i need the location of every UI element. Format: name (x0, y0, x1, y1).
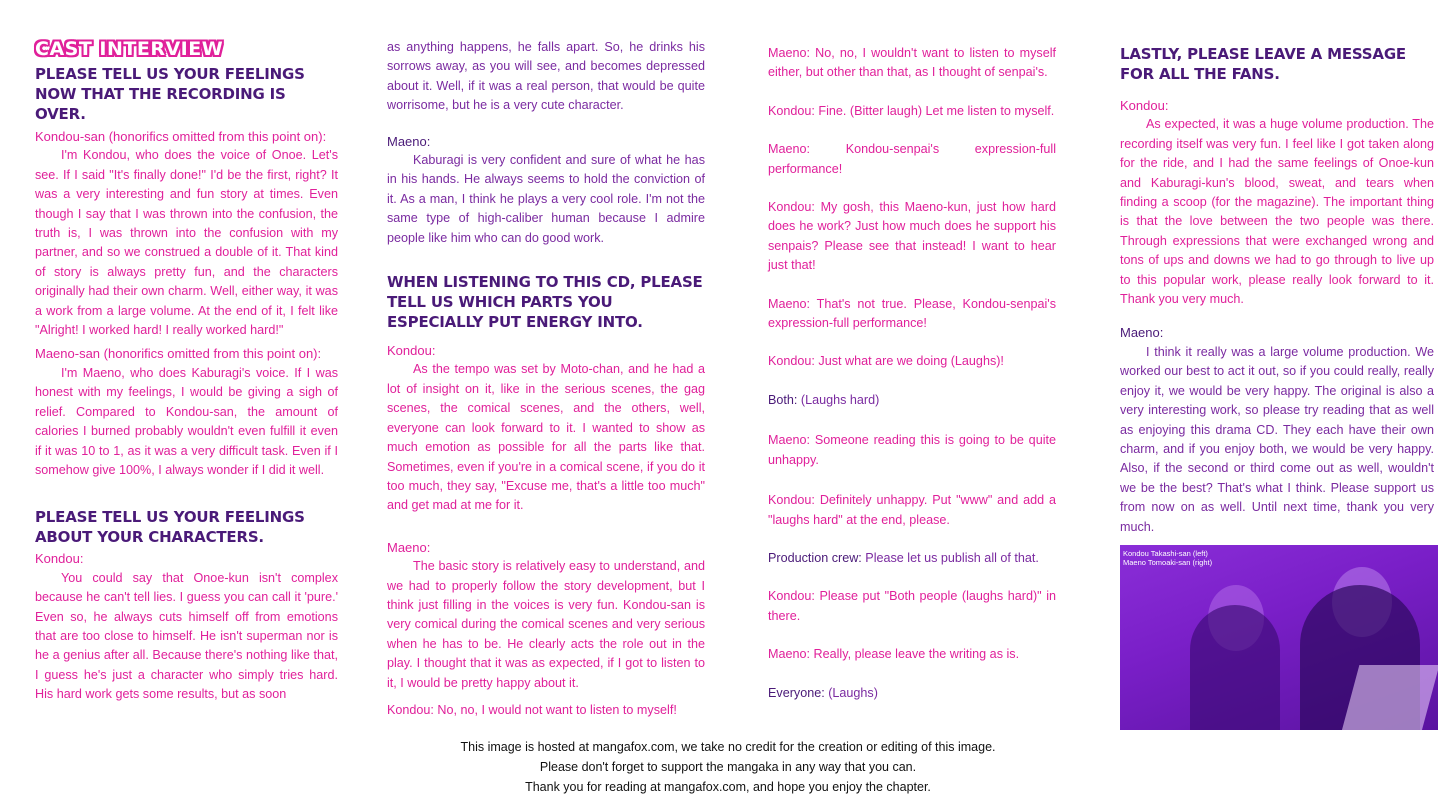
dialogue-line (768, 198, 1056, 276)
dialogue-line (768, 391, 1056, 410)
dialogue-text: My gosh, this Maeno-kun, just how hard does he work? Just how much does he support his senpais? Please see that instead! I want to hear just that! (768, 200, 1056, 273)
dialogue-speaker: Production crew: (768, 550, 862, 565)
question-1-heading: PLEASE TELL US YOUR FEELINGS NOW THAT THE RECORDING IS OVER. (35, 65, 305, 123)
dialogue-text: That's not true. Please, Kondou-senpai's expression-full performance! (768, 296, 1056, 331)
dialogue-speaker: Maeno: (768, 433, 811, 448)
dialogue-line (387, 701, 705, 720)
question-2-heading: PLEASE TELL US YOUR FEELINGS ABOUT YOUR CHARACTERS. (35, 508, 305, 547)
answer-paragraph: You could say that Onoe-kun isn't complex because he can't tell lies. I guess you can call it 'pure.' Even so, he always cuts himself off from emotions that are too close to himself. He isn't superman nor is he a genius after all. Because there's nothing like that, I guess he's just a character who simply tries hard. His hard work gets some results, but as soon (35, 570, 338, 702)
answer-paragraph: I'm Kondou, who does the voice of Onoe. Let's see. If I said "It's finally done!" I'd be the first, right? It was a very interesting and fun story at times. Even though I say that I was thrown into the confusion, the truth is, I was thrown into the confusion with my partner, and so we construed a double of it. That kind of story is always pretty fun, and the characters originally had their own charm. Well, either way, it was a work from a large volume. At the end of it, I felt like "Alright! I worked hard! I really worked hard!" (35, 148, 338, 338)
speaker-label: Kondou: (35, 551, 84, 567)
dialogue-line (768, 645, 1056, 664)
dialogue-text: No, no, I would not want to listen to myself! (437, 702, 677, 717)
speaker-label: Maeno: (387, 539, 431, 555)
dialogue-line (768, 549, 1056, 568)
notice-line: Please don't forget to support the mangaka in any way that you can. (539, 760, 917, 774)
column-3 (768, 44, 1056, 703)
dialogue-text: Definitely unhappy. Put "www" and add a "laughs hard" at the end, please. (768, 493, 1056, 527)
answer-paragraph: Kaburagi is very confident and sure of what he has in his hands. He always seems to hold the conviction of it. As a man, I think he plays a very cool role. I'm not the same type of high-caliber human because I admire people like him who can do good work. (387, 153, 705, 245)
speaker-label: Kondou-san (honorifics omitted from this point on): (35, 129, 327, 144)
dialogue-text: (Laughs) (828, 685, 878, 700)
dialogue-text: No, no, I wouldn't want to listen to myself either, but other than that, as I thought of senpai's. (768, 46, 1056, 80)
dialogue-line (768, 684, 1056, 703)
dialogue-speaker: Kondou: (768, 354, 815, 369)
dialogue-speaker: Kondou: (387, 702, 434, 717)
dialogue-speaker: Both: (768, 392, 798, 407)
dialogue-text: Kondou-senpai's expression-full performance! (768, 142, 1057, 176)
dialogue-line (768, 140, 1056, 179)
dialogue-speaker: Maeno: (768, 142, 811, 157)
dialogue-speaker: Kondou: (768, 589, 815, 604)
dialogue-text: Please put "Both people (laughs hard)" in there. (768, 589, 1056, 623)
dialogue-line (768, 352, 1056, 371)
dialogue-speaker: Maeno: (768, 647, 811, 662)
dialogue-line (768, 431, 1056, 470)
answer-paragraph: I think it really was a large volume production. We worked our best to act it out, so if you could really, really enjoy it, we would be very happy. The original is also a very interesting work, so please try reading that as well as enjoying this drama CD. They each have their own charm, and if you enjoy both, we would be very happy. Also, if the second or third come out as well, wouldn't we be the best? That's what I think. Please support us from now on as well. Until next time, thank you very much. (1120, 344, 1434, 534)
dialogue-text: Please let us publish all of that. (865, 550, 1039, 565)
answer-paragraph: as anything happens, he falls apart. So, he drinks his sorrows away, as you will see, and becomes depressed about it. Well, if it was a real person, that would be quite worrisome, but he is a very cute character. (387, 40, 705, 113)
dialogue-text: Fine. (Bitter laugh) Let me listen to myself. (818, 103, 1055, 118)
dialogue-line (768, 44, 1056, 83)
speaker-label: Maeno-san (honorifics omitted from this point on): (35, 346, 322, 362)
dialogue-speaker: Everyone: (768, 685, 825, 700)
column-2 (387, 38, 705, 720)
dialogue-text: (Laughs hard) (800, 392, 880, 407)
column-4 (1120, 44, 1434, 537)
answer-paragraph: I'm Maeno, who does Kaburagi's voice. If I was honest with my feelings, I would be giving a sigh of relief. Compared to Kondou-san, the amount of calories I burned probably wouldn't even fulfill it even if it was 10 to 1, as it was a very difficult task. Even if I somehow give 100%, I always wonder if I did it well. (35, 365, 338, 477)
dialogue-text: Someone reading this is going to be quite unhappy. (768, 433, 1056, 467)
dialogue-list (768, 44, 1056, 703)
hosting-notice (0, 737, 1456, 797)
notice-line: Thank you for reading at mangafox.com, and hope you enjoy the chapter. (525, 780, 931, 794)
question-3-heading: WHEN LISTENING TO THIS CD, PLEASE TELL US WHICH PARTS YOU ESPECIALLY PUT ENERGY INTO. (387, 273, 703, 332)
photo-caption-line: Maeno Tomoaki-san (right) (1123, 558, 1213, 567)
speaker-label: Kondou: (387, 343, 436, 359)
dialogue-speaker: Maeno: (768, 46, 811, 60)
speaker-label: Kondou: (1120, 98, 1169, 113)
notice-line: This image is hosted at mangafox.com, we take no credit for the creation or editing of this image. (460, 740, 996, 754)
dialogue-line (768, 491, 1056, 530)
cast-interview-title: CAST INTERVIEW (35, 38, 224, 60)
photo-caption (1123, 549, 1212, 567)
answer-paragraph: As the tempo was set by Moto-chan, and he had a lot of insight on it, like in the serious scenes, the gag scenes, the comical scenes, and the others, well, everyone can look forward to it. I wanted to show as much emotion as possible for all the parts like that. Sometimes, even if you're in a comical scene, if you do it too much, they say, "Excuse me, that's a little too much" and get mad at me for it. (387, 362, 705, 513)
dialogue-line (768, 295, 1056, 334)
dialogue-line (768, 102, 1056, 121)
photo-figure (1190, 605, 1280, 730)
photo-caption-line: Kondou Takashi-san (left) (1123, 549, 1208, 558)
speaker-label: Maeno: (387, 133, 431, 149)
dialogue-line (768, 587, 1056, 626)
dialogue-text: Just what are we doing (Laughs)! (818, 354, 1004, 369)
dialogue-speaker: Maeno: (768, 296, 811, 311)
dialogue-speaker: Kondou: (768, 200, 815, 215)
answer-paragraph: The basic story is relatively easy to understand, and we had to properly follow the story development, but I think just filling in the voices is very fun. Kondou-san is very comical during the comical scenes and very serious when he has to be. He clearly acts the role out in the play. I thought that it was as expected, if I got to listen to it, I would be pretty happy about it. (387, 559, 705, 690)
dialogue-speaker: Kondou: (768, 493, 815, 508)
column-1 (35, 38, 338, 705)
dialogue-text: Really, please leave the writing as is. (813, 647, 1020, 662)
speaker-label: Maeno: (1120, 325, 1164, 341)
cast-photo (1120, 545, 1438, 730)
question-4-heading: LASTLY, PLEASE LEAVE A MESSAGE FOR ALL THE FANS. (1120, 45, 1406, 83)
answer-paragraph: As expected, it was a huge volume production. The recording itself was very fun. I feel like I got taken along for the ride, and I had the same feelings of Onoe-kun and Kaburagi-kun's blood, sweat, and tears when finding a scoop (for the magazine). The important thing is that the love between the two people was there. Through expressions that were exchanged wrong and tons of ups and downs we had to go through to live up to this popular work, please really look forward to it. Thank you very much. (1120, 117, 1434, 307)
dialogue-speaker: Kondou: (768, 103, 815, 118)
